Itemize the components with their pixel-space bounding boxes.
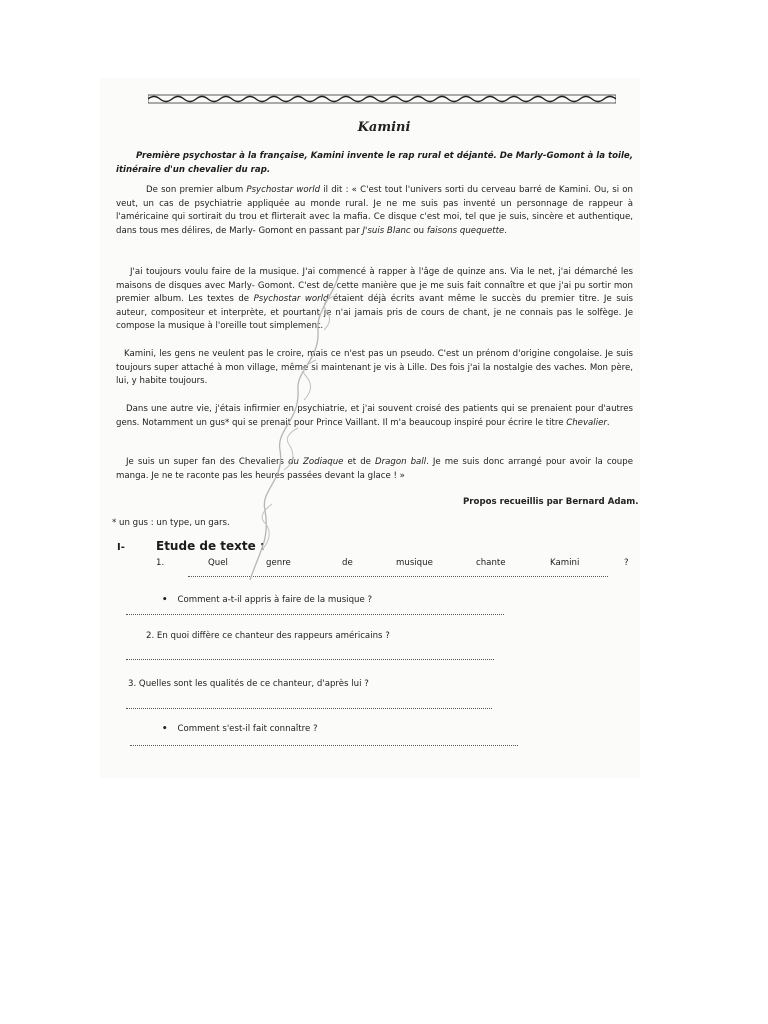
paragraph-4: Dans une autre vie, j'étais infirmier en psychiatrie, et j'ai souvent croisé des patients qui se prenaient pour d'autres gens. Notamment un gus* qui se prenait pour Prince Vaillant. Il m'a beaucoup inspiré pour écrire le titre Chevalier. [116, 404, 633, 428]
answer-line[interactable] [126, 708, 492, 709]
question-1-sub: • Comment a-t-il appris à faire de la musique ? [162, 595, 373, 605]
article-intro: Première psychostar à la française, Kamini invente le rap rural et déjanté. De Marly-Gomont à la toile, itinéraire d'un chevalier du rap. [116, 151, 633, 175]
question-1-word: de [342, 558, 353, 568]
question-3: 3. Quelles sont les qualités de ce chanteur, d'après lui ? [128, 679, 369, 689]
question-1-word: musique [396, 558, 433, 568]
question-3-sub: • Comment s'est-il fait connaître ? [162, 724, 318, 734]
paragraph-2: J'ai toujours voulu faire de la musique. J'ai commencé à rapper à l'âge de quinze ans. Via le net, j'ai démarché les maisons de disques avec Marly- Gomont. C'est de cette manière que je me suis fait connaître et que j'ai pu sortir mon premier album. Les textes de Psychostar world étaient déjà écrits avant même le succès du premier titre. Je suis auteur, compositeur et interprète, et pourtant je n'ai jamais pris de cours de chant, je ne connais pas le solfège. Je compose la musique à l'oreille tout simplement. [116, 267, 634, 332]
handwritten-watermark [240, 250, 360, 590]
question-1 [156, 558, 632, 584]
question-2: 2. En quoi diffère ce chanteur des rappeurs américains ? [146, 631, 390, 641]
answer-line[interactable] [126, 659, 494, 660]
article-title: Kamini [357, 120, 411, 135]
section-number: I- [117, 542, 125, 553]
question-1-word: genre [266, 558, 291, 568]
paragraph-3: Kamini, les gens ne veulent pas le croire, mais ce n'est pas un pseudo. C'est un prénom d'origine congolaise. Je suis toujours super attaché à mon village, même si maintenant je vis à Lille. Des fois j'ai la nostalgie des vaches. Mon père, lui, y habite toujours. [116, 349, 633, 387]
bullet-icon: • [162, 724, 168, 734]
section-title: Etude de texte : [156, 539, 265, 553]
answer-line[interactable] [126, 614, 504, 615]
question-1-word: Kamini [550, 558, 580, 568]
question-1-word: chante [476, 558, 506, 568]
answer-line[interactable] [130, 745, 518, 746]
decorative-border [148, 94, 616, 104]
footnote: * un gus : un type, un gars. [112, 518, 230, 528]
question-1-number: 1. [156, 558, 165, 568]
bullet-icon: • [162, 595, 168, 605]
article-signature: Propos recueillis par Bernard Adam. [463, 497, 639, 507]
paragraph-1: De son premier album Psychostar world il dit : « C'est tout l'univers sorti du cerveau barré de Kamini. Ou, si on veut, un cas de psychiatrie appliquée au monde rural. Je ne me suis pas inventé un personnage de rappeur à l'américaine qui sortirait du trou et flirterait avec la mafia. Ce disque c'est moi, tel que je suis, sincère et authentique, dans tous mes délires, de Marly- Gomont en passant par J'suis Blanc ou faisons quequette. [116, 185, 634, 236]
paragraph-5: Je suis un super fan des Chevaliers du Zodiaque et de Dragon ball. Je me suis donc arrangé pour avoir la coupe manga. Je ne te raconte pas les heures passées devant la glace ! » [116, 457, 633, 481]
question-1-word: ? [624, 558, 629, 568]
question-1-word: Quel [208, 558, 228, 568]
